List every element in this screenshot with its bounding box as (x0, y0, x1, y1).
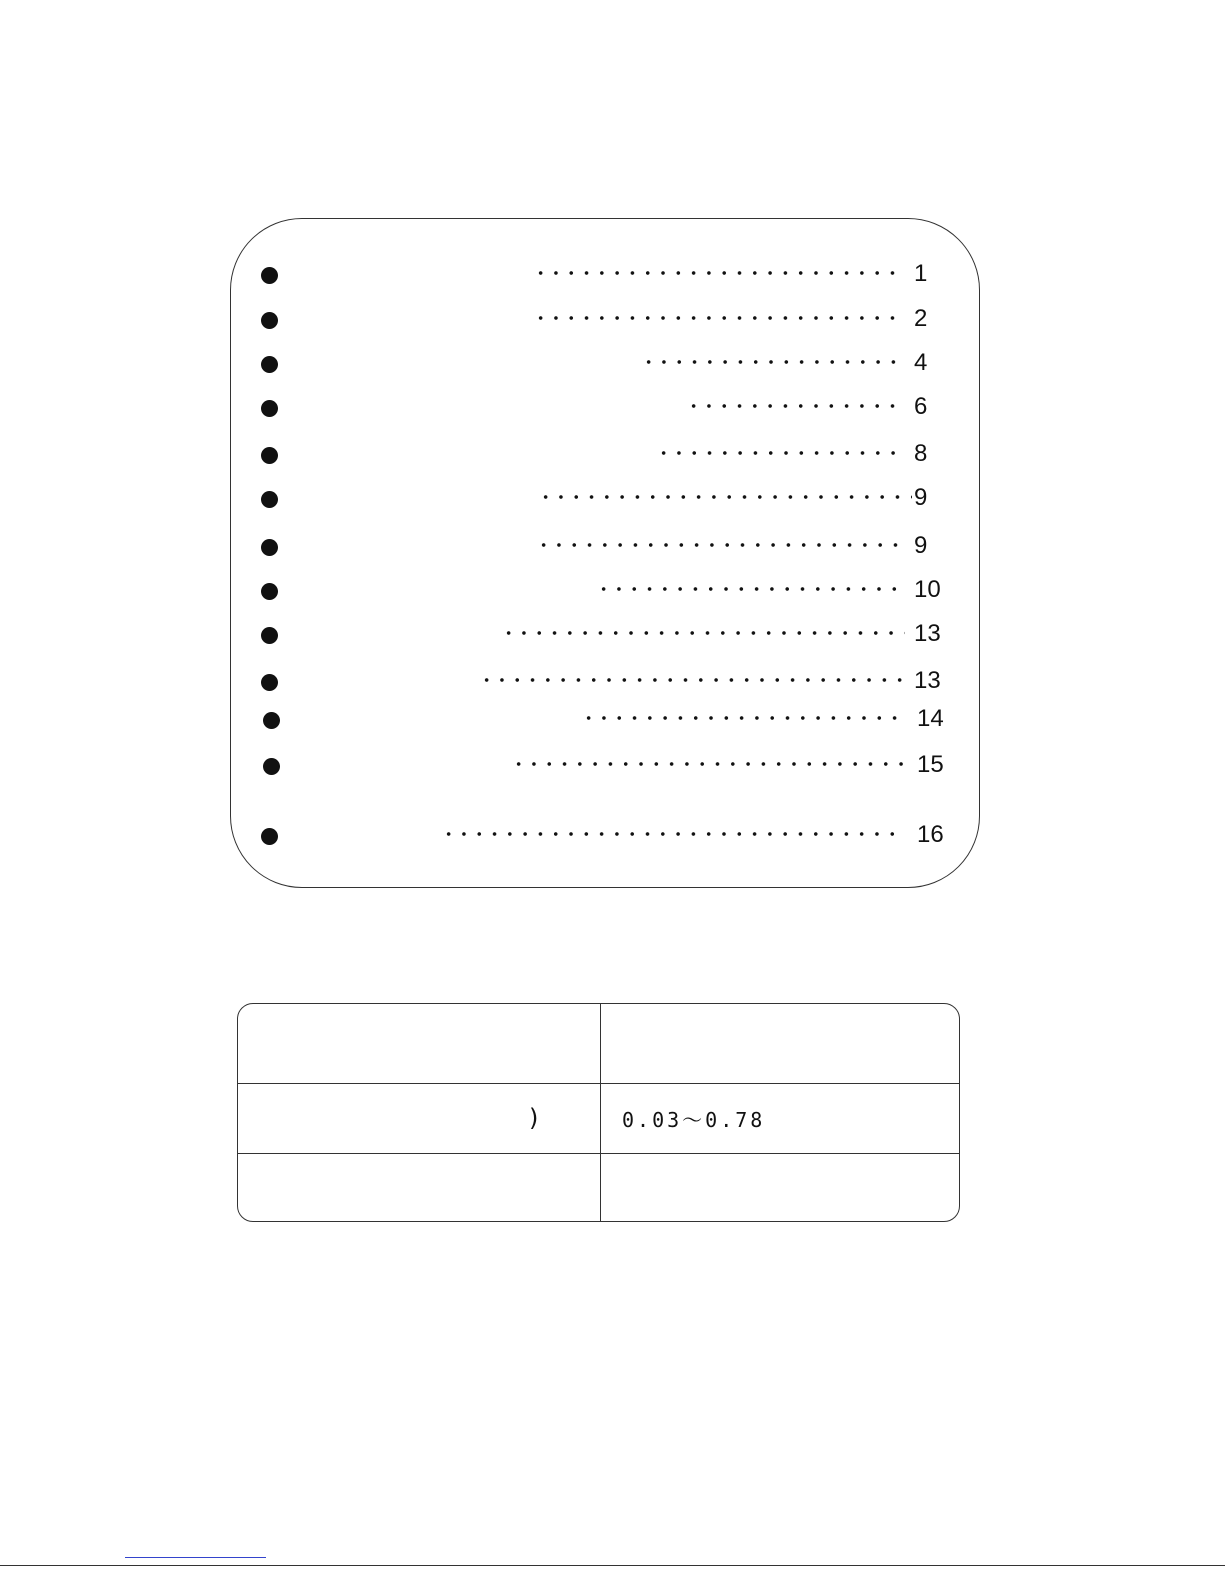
column-divider (600, 1004, 601, 1221)
dot-leader (533, 316, 905, 320)
toc-page-number: 15 (917, 751, 944, 778)
toc-page-number: 13 (914, 667, 941, 694)
toc-entry[interactable] (231, 532, 979, 559)
toc-page-number: 1 (914, 260, 928, 287)
toc-entry[interactable] (231, 667, 979, 694)
toc-entry[interactable] (231, 349, 979, 376)
toc-entry[interactable] (231, 305, 979, 332)
dot-leader (656, 451, 905, 455)
toc-entry[interactable] (231, 576, 979, 603)
dot-leader (596, 587, 905, 591)
dot-leader (511, 762, 912, 766)
row-divider (238, 1153, 959, 1154)
dot-leader (501, 631, 905, 635)
toc-page-number: 14 (917, 705, 944, 732)
toc-page-number: 8 (914, 440, 928, 467)
toc-page-number: 16 (917, 821, 944, 848)
bullet-icon (261, 356, 278, 373)
toc-page-number: 9 (914, 532, 928, 559)
dot-leader (536, 543, 905, 547)
toc-page-number: 2 (914, 305, 928, 332)
toc-entry[interactable] (231, 484, 979, 511)
bullet-icon (261, 400, 278, 417)
spec-value: 0.03～0.78 (622, 1108, 766, 1132)
bullet-icon (261, 267, 278, 284)
dot-leader (641, 360, 905, 364)
dot-leader (686, 404, 905, 408)
dot-leader (533, 271, 905, 275)
bullet-icon (261, 312, 278, 329)
toc-page-number: 13 (914, 620, 941, 647)
toc-page-number: 4 (914, 349, 928, 376)
dot-leader (581, 716, 905, 720)
bullet-icon (263, 712, 280, 729)
toc-entry[interactable] (231, 260, 979, 287)
bullet-icon (261, 674, 278, 691)
toc-page-number: 10 (914, 576, 941, 603)
bullet-icon (261, 491, 278, 508)
toc-entry[interactable] (231, 440, 979, 467)
toc-entry[interactable] (231, 393, 979, 420)
toc-page-number: 6 (914, 393, 928, 420)
bullet-icon (261, 828, 278, 845)
footer-rule (0, 1565, 1225, 1566)
row-divider (238, 1083, 959, 1084)
bullet-icon (261, 627, 278, 644)
toc-entry[interactable] (231, 620, 979, 647)
dot-leader (538, 495, 912, 499)
toc-page-number: 9 (914, 484, 928, 511)
bullet-icon (261, 539, 278, 556)
spec-label-paren: ) (529, 1104, 539, 1132)
toc-entry[interactable] (231, 821, 979, 848)
bullet-icon (263, 758, 280, 775)
spec-table (237, 1003, 960, 1222)
bullet-icon (261, 583, 278, 600)
table-of-contents (230, 218, 980, 888)
footer-link[interactable] (125, 1557, 266, 1558)
dot-leader (479, 678, 912, 682)
dot-leader (441, 832, 905, 836)
bullet-icon (261, 447, 278, 464)
toc-entry[interactable] (231, 751, 979, 778)
toc-entry[interactable] (231, 705, 979, 732)
